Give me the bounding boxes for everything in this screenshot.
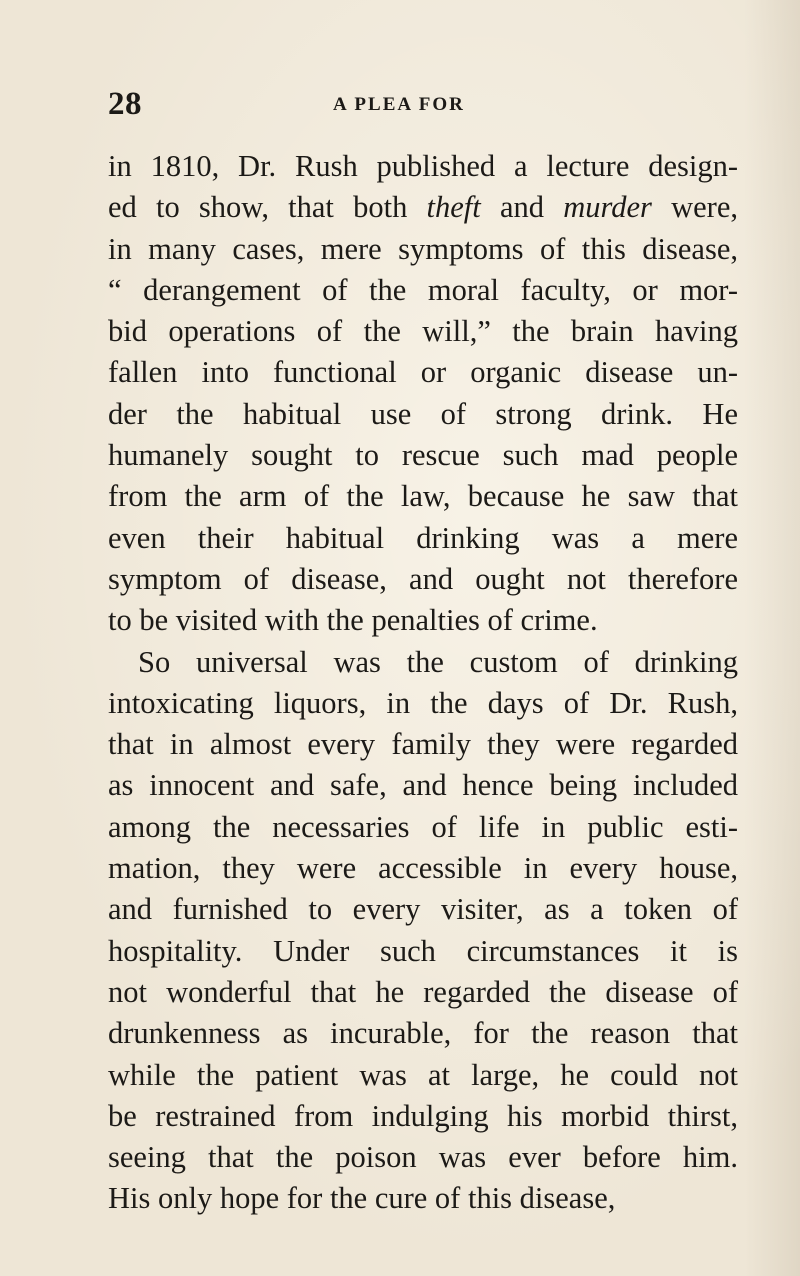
- text-segment: seeing that the poison was ever before him.: [108, 1140, 738, 1175]
- text-segment: even their habitual drinking was a mere: [108, 520, 738, 555]
- text-line: [108, 146, 738, 187]
- text-line: [108, 848, 738, 889]
- text-line: [108, 352, 738, 393]
- text-line: [108, 187, 738, 228]
- text-line: [108, 518, 738, 559]
- text-segment: in 1810, Dr. Rush published a lecture design-: [108, 149, 738, 183]
- text-segment: bid operations of the will,” the brain having: [108, 314, 738, 349]
- text-line: [108, 1096, 738, 1137]
- text-segment: and furnished to every visiter, as a token of: [108, 892, 738, 927]
- text-line: [108, 683, 738, 724]
- text-line: [108, 972, 738, 1013]
- text-segment: fallen into functional or organic disease un-: [108, 355, 738, 390]
- text-segment: as innocent and safe, and hence being included: [108, 768, 738, 803]
- italic-text: murder: [563, 190, 652, 225]
- text-segment: “ derangement of the moral faculty, or mor-: [108, 272, 738, 307]
- text-line: [108, 765, 738, 806]
- text-line: [108, 931, 738, 972]
- text-line: [108, 642, 738, 683]
- text-line: [108, 807, 738, 848]
- text-segment: mation, they were accessible in every house,: [108, 851, 738, 886]
- text-segment: among the necessaries of life in public esti-: [108, 809, 738, 844]
- text-segment: humanely sought to rescue such mad people: [108, 438, 738, 473]
- text-line: [108, 229, 738, 270]
- text-segment: and: [480, 190, 564, 225]
- text-segment: in many cases, mere symptoms of this disease,: [108, 231, 738, 266]
- running-head: [108, 86, 728, 126]
- text-segment: His only hope for the cure of this disease,: [108, 1181, 616, 1216]
- text-segment: hospitality. Under such circumstances it is: [108, 933, 738, 968]
- text-line: [108, 435, 738, 476]
- text-segment: from the arm of the law, because he saw that: [108, 479, 738, 514]
- text-segment: were,: [651, 190, 738, 225]
- text-segment: that in almost every family they were regarded: [108, 727, 738, 762]
- text-segment: ed to show, that both: [108, 190, 427, 225]
- text-line: [108, 600, 738, 641]
- body-text: [108, 146, 738, 1220]
- italic-text: theft: [426, 190, 481, 225]
- text-line: [108, 1137, 738, 1178]
- text-segment: be restrained from indulging his morbid thirst,: [108, 1098, 738, 1133]
- text-line: [108, 394, 738, 435]
- text-segment: drunkenness as incurable, for the reason that: [108, 1016, 738, 1051]
- text-line: [108, 889, 738, 930]
- text-line: [108, 724, 738, 765]
- text-line: [108, 311, 738, 352]
- text-line: [108, 559, 738, 600]
- text-line: [108, 270, 738, 311]
- running-title: A PLEA FOR: [333, 94, 465, 115]
- text-line: [108, 1055, 738, 1096]
- text-segment: symptom of disease, and ought not therefore: [108, 561, 738, 596]
- page-number: 28: [108, 86, 142, 122]
- text-segment: to be visited with the penalties of crime.: [108, 603, 598, 638]
- text-segment: not wonderful that he regarded the disease of: [108, 974, 738, 1009]
- text-segment: intoxicating liquors, in the days of Dr. Rush,: [108, 685, 738, 720]
- text-line: [108, 1178, 738, 1219]
- text-line: [108, 1013, 738, 1054]
- text-segment: So universal was the custom of drinking: [138, 644, 738, 679]
- text-line: [108, 476, 738, 517]
- text-segment: while the patient was at large, he could not: [108, 1057, 738, 1092]
- text-segment: der the habitual use of strong drink. He: [108, 396, 738, 431]
